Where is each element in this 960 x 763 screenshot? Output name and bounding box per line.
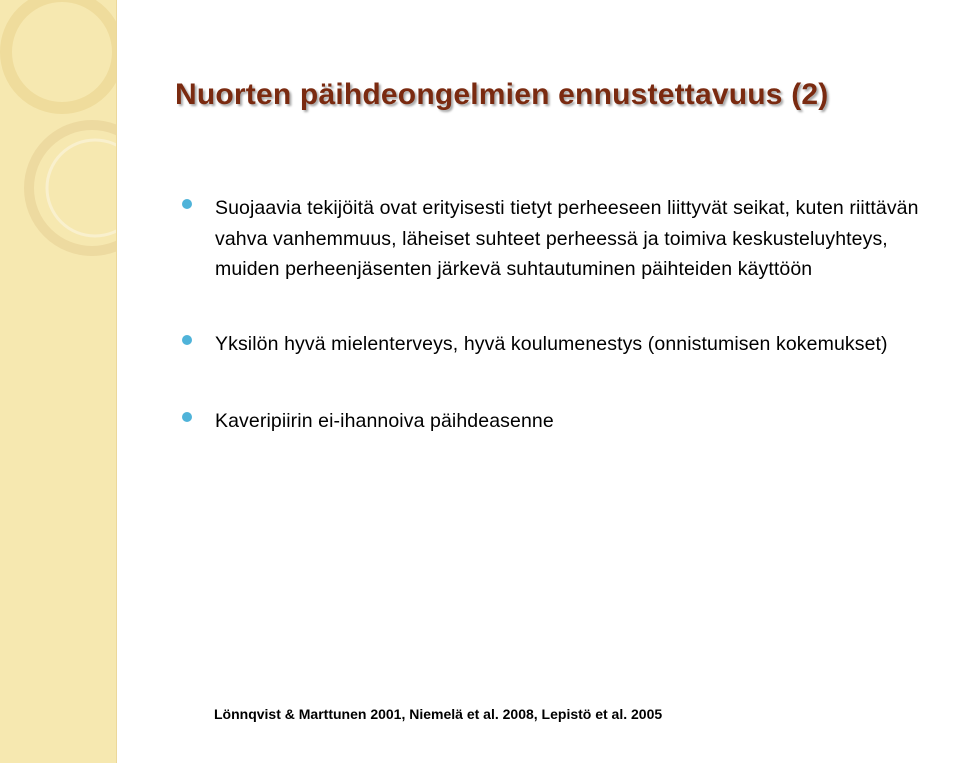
bullet-text: Yksilön hyvä mielenterveys, hyvä koulumenestys (onnistumisen kokemukset) — [215, 332, 888, 355]
decorative-ring-middle — [29, 125, 116, 251]
bullet-dot-icon — [182, 199, 192, 209]
bullet-text: Suojaavia tekijöitä ovat erityisesti tietyt perheeseen liittyvät seikat, kuten riittävän vahva vanhemmuus, läheiset suhteet perheessä ja toimiva keskusteluyhteys, muiden perheenjäsenten järkevä suhtautuminen päihteiden käyttöön — [215, 197, 919, 280]
slide-title: Nuorten päihdeongelmien ennustettavuus (2) — [175, 78, 829, 111]
decorative-circles — [0, 0, 116, 763]
bullet-item — [182, 329, 952, 360]
decorative-ring-inner — [47, 140, 116, 236]
decorative-side-band — [0, 0, 117, 763]
bullet-list — [182, 193, 952, 481]
decorative-ring-top — [6, 0, 116, 108]
bullet-item — [182, 193, 952, 285]
bullet-dot-icon — [182, 335, 192, 345]
bullet-text: Kaveripiirin ei-ihannoiva päihdeasenne — [215, 410, 554, 432]
bullet-item — [182, 406, 952, 437]
bullet-dot-icon — [182, 412, 192, 422]
reference-citation: Lönnqvist & Marttunen 2001, Niemelä et al. 2008, Lepistö et al. 2005 — [214, 706, 663, 722]
